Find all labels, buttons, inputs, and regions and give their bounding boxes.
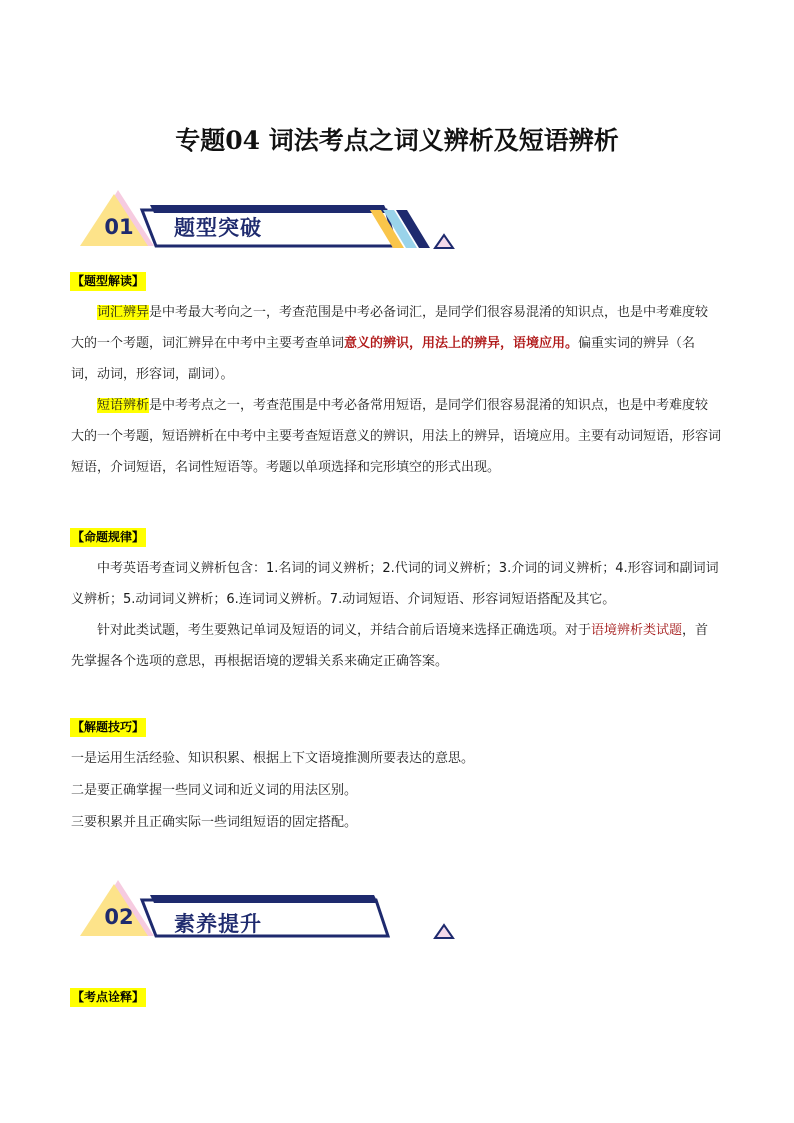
paragraph-text: 是中考考点之一，考查范围是中考必备常用短语，是同学们很容易混淆的知识点，也是中考难度较大的一个考题，短语辨析在中考中主要考查短语意义的辨识，用法上的辨异，语境应用。主要有动词短语，形容词短语，介词短语，名词性短语等。考题以单项选择和完形填空的形式出现。 bbox=[71, 398, 722, 475]
list-item: 二是要正确掌握一些同义词和近义词的用法区别。 bbox=[71, 783, 358, 798]
section-banner-02 bbox=[76, 874, 456, 946]
paragraph-pattern bbox=[71, 553, 721, 677]
section-banner-01 bbox=[76, 186, 456, 258]
paragraph-text: 针对此类试题，考生要熟记单词及短语的词义，并结合前后语境来选择正确选项。对于 bbox=[97, 623, 592, 638]
highlight-term: 短语辨析 bbox=[97, 398, 150, 413]
section-label: 题型突破 bbox=[174, 216, 262, 240]
emphasis-text: 语境辨析类试题 bbox=[591, 623, 683, 638]
paragraph-text: ，首先掌握各个选项的意思，再根据语境的逻辑关系来确定正确答案。 bbox=[71, 623, 709, 669]
list-item: 三要积累并且正确实际一些词组短语的固定搭配。 bbox=[71, 815, 358, 830]
tag-key-points: 【考点诠释】 bbox=[70, 988, 146, 1007]
paragraph-text: 中考英语考查词义辨析包含：1.名词的词义辨析；2.代词的词义辨析；3.介词的词义辨析；4.形容词和副词词义辨析；5.动词词义辨析；6.连词词义辨析。7.动词短语、介词短语、形容词短语搭配及其它。 bbox=[71, 561, 719, 607]
paragraph-text: 是中考最大考向之一，考查范围是中考必备词汇，是同学们很容易混淆的知识点，也是中考难度较大的一个考题，词汇辨异在中考中主要考查单词 bbox=[71, 305, 709, 351]
page-title: 专题04 词法考点之词义辨析及短语辨析 bbox=[175, 126, 619, 155]
tag-question-type: 【题型解读】 bbox=[70, 272, 146, 291]
highlight-term: 词汇辨异 bbox=[97, 305, 150, 320]
section-number: 01 bbox=[104, 215, 134, 239]
paragraph-vocab bbox=[71, 297, 721, 483]
list-item: 一是运用生活经验、知识积累、根据上下文语境推测所要表达的意思。 bbox=[71, 751, 475, 766]
emphasis-text: 意义的辨识，用法上的辨异，语境应用。 bbox=[344, 336, 579, 351]
section-label: 素养提升 bbox=[174, 912, 262, 936]
tag-pattern: 【命题规律】 bbox=[70, 528, 146, 547]
tag-tips: 【解题技巧】 bbox=[70, 718, 146, 737]
section-number: 02 bbox=[104, 905, 134, 929]
paragraph-text: 偏重实词的辨异（名词，动词，形容词，副词）。 bbox=[71, 336, 696, 382]
tips-list bbox=[71, 743, 721, 839]
